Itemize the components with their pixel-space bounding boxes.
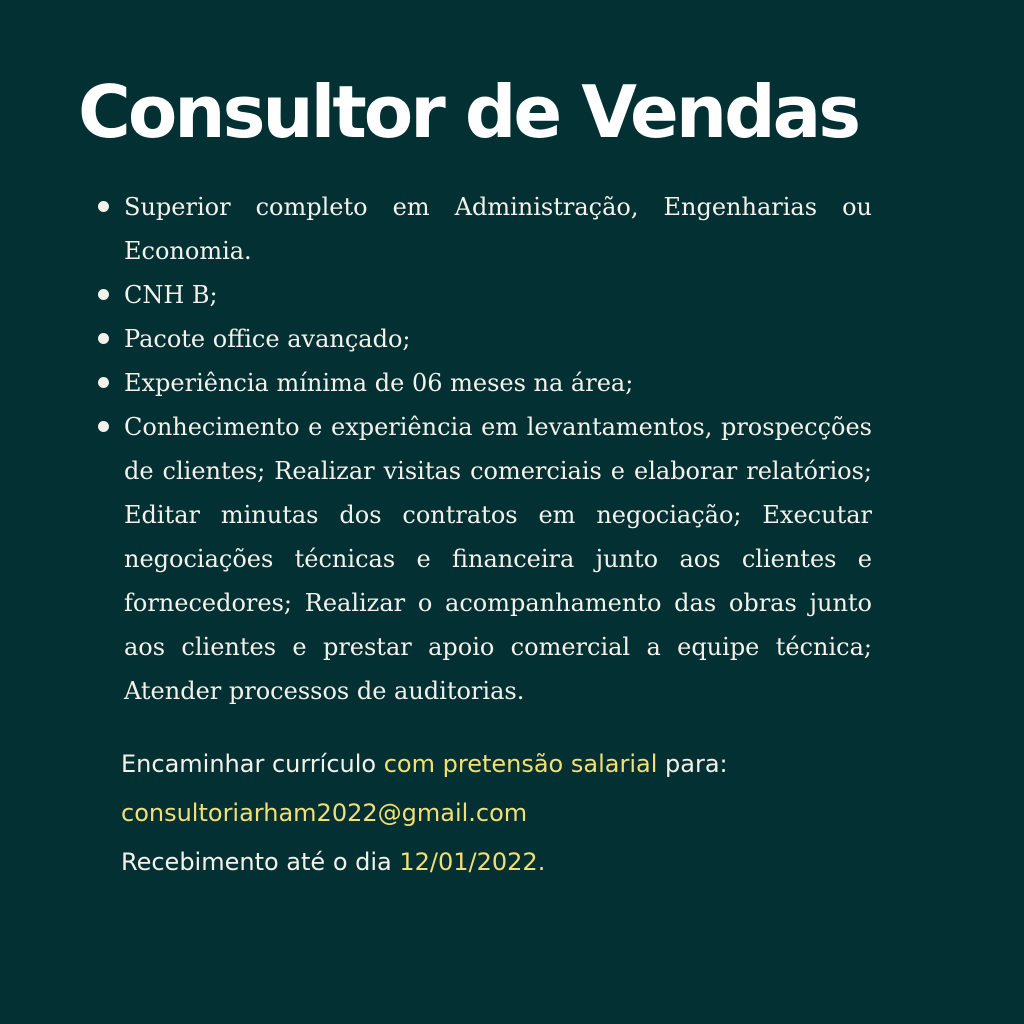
send-resume-prefix: Encaminhar currículo [121,750,384,778]
requirement-text: CNH B; [124,281,218,309]
bullet-icon [98,377,109,388]
requirement-item [90,317,872,361]
bullet-icon [98,333,109,344]
deadline-prefix: Recebimento até o dia [121,848,400,876]
requirement-item [90,185,872,273]
requirement-item [90,361,872,405]
job-title: Consultor de Vendas [78,70,859,154]
requirement-text: Pacote office avançado; [124,325,411,353]
requirements-list [90,185,872,713]
requirement-text: Superior completo em Administração, Engenharias ou Economia. [124,193,872,265]
bullet-icon [98,289,109,300]
bullet-icon [98,201,109,212]
contact-email: consultoriarham2022@gmail.com [121,799,528,827]
deadline-date: 12/01/2022. [399,848,546,876]
send-resume-line [121,740,901,789]
requirement-text: Experiência mínima de 06 meses na área; [124,369,634,397]
bullet-icon [98,421,109,432]
contact-section [121,740,901,887]
requirement-text: Conhecimento e experiência em levantamentos, prospecções de clientes; Realizar visitas comerciais e elaborar relatórios; Editar minutas dos contratos em negociação; Executar negociações técnicas e financeira junto aos clientes e fornecedores; Realizar o acompanhamento das obras junto aos clientes e prestar apoio comercial a equipe técnica; Atender processos de auditorias. [124,413,872,705]
requirement-item [90,273,872,317]
salary-expectation-highlight: com pretensão salarial [383,750,658,778]
send-resume-suffix: para: [657,750,728,778]
requirement-item [90,405,872,713]
deadline-line [121,838,901,887]
